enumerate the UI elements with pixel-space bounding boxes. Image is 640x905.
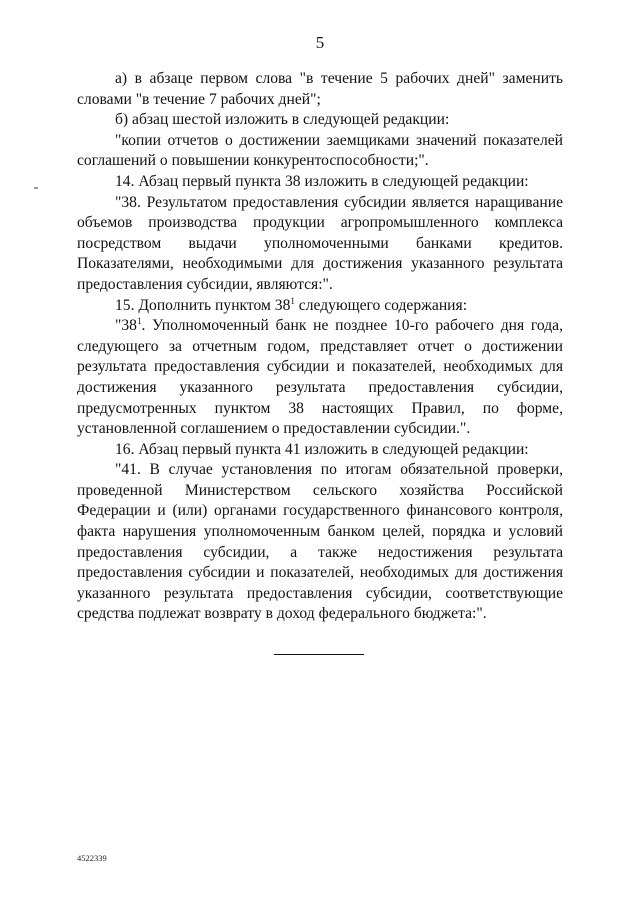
quoted-point-38: "38. Результатом предоставления субсидии является наращивание объемов производства продукции агропромышленного комплекса посредством выдачи уполномоченными банками кредитов. Показателями, необходимыми для достижения указанного результата предоставления субсидии, являются:".: [77, 193, 563, 293]
item-16: 16. Абзац первый пункта 41 изложить в следующей редакции:: [115, 440, 529, 458]
item-15: [77, 296, 563, 317]
point-38-1-text-start: "38: [115, 317, 137, 335]
end-of-document-rule: [274, 654, 364, 655]
paragraph-b: б) абзац шестой изложить в следующей редакции:: [115, 111, 450, 129]
document-body: [77, 69, 563, 625]
document-code: 4522339: [77, 853, 107, 863]
paragraph-a: а) в абзаце первом слова "в течение 5 рабочих дней" заменить словами "в течение 7 рабочих дней";: [77, 70, 563, 108]
quoted-text-reports: "копии отчетов о достижении заемщиками значений показателей соглашений о повышении конкурентоспособности;".: [77, 131, 563, 170]
point-38-1-superscript: 1: [136, 316, 142, 327]
point-38-1-text-end: . Уполномоченный банк не позднее 10-го рабочего дня года, следующего за отчетным годом, представляет отчет о достижении результата предоставления субсидии и показателей, необходимых для достижения указанного результата предоставления субсидии, предусмотренных пунктом 38 настоящих Правил, по форме, установленной соглашением о предоставлении субсидии.".: [77, 317, 563, 438]
item-15-text-start: 15. Дополнить пунктом 38: [115, 296, 291, 314]
page-number: 5: [315, 33, 325, 52]
margin-mark: [34, 187, 38, 189]
quoted-point-38-1: [77, 316, 563, 440]
item-14: 14. Абзац первый пункта 38 изложить в следующей редакции:: [115, 172, 529, 190]
item-15-text-end: следующего содержания:: [294, 296, 468, 314]
item-15-superscript: 1: [290, 295, 295, 306]
quoted-point-41: "41. В случае установления по итогам обязательной проверки, проведенной Министерством сельского хозяйства Российской Федерации и (или) органами государственного финансового контроля, факта нарушения уполномоченным банком целей, порядка и условий предоставления субсидии, а также недостижения результата предоставления субсидии и показателей, необходимых для достижения указанного результата предоставления субсидии, соответствующие средства подлежат возврату в доход федерального бюджета:".: [77, 461, 563, 623]
